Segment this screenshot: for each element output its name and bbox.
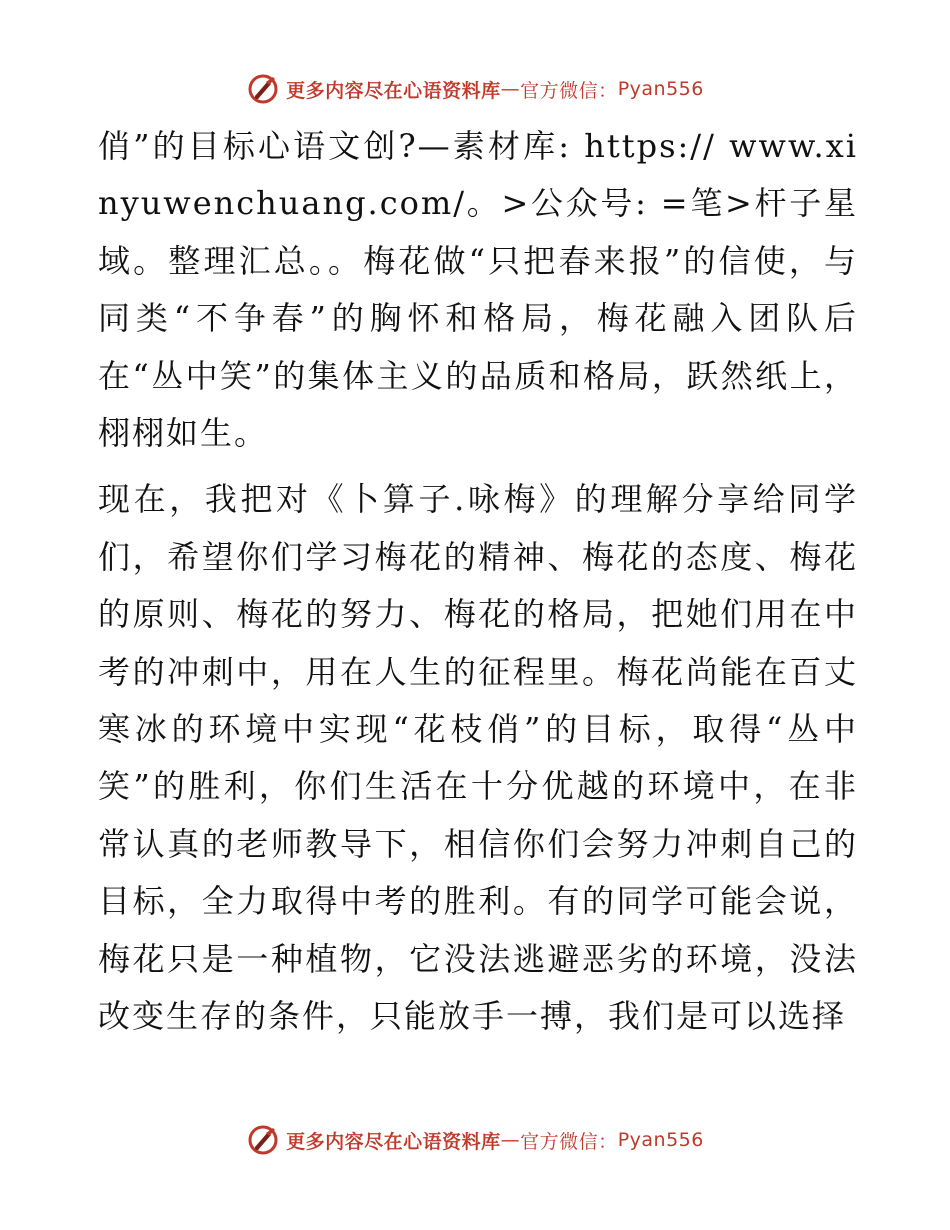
footer-banner [0, 1123, 950, 1157]
brand-logo-icon [246, 72, 280, 106]
footer-wechat-id: Pyan556 [617, 1129, 704, 1151]
header-separator: — [500, 78, 521, 100]
body-paragraph-2: 现在，我把对《卜算子.咏梅》的理解分享给同学们，希望你们学习梅花的精神、梅花的态度、梅花的原则、梅花的努力、梅花的格局，把她们用在中考的冲刺中，用在人生的征程里。梅花尚能在百丈寒冰的环境中实现“花枝俏”的目标，取得“丛中笑”的胜利，你们生活在十分优越的环境中，在非常认真的老师教导下，相信你们会努力冲刺自己的目标，全力取得中考的胜利。有的同学可能会说，梅花只是一种植物，它没法逃避恶劣的环境，没法改变生存的条件，只能放手一搏，我们是可以选择 [98, 480, 858, 1036]
footer-brand-text: 更多内容尽在心语资料库 [286, 1130, 501, 1153]
header-wechat-id: Pyan556 [617, 78, 704, 100]
footer-separator: — [500, 1129, 521, 1151]
header-wechat-label: 官方微信： [520, 79, 618, 102]
brand-logo-icon [246, 1123, 280, 1157]
footer-wechat-label: 官方微信： [520, 1130, 618, 1153]
header-banner [0, 72, 950, 106]
document-body [98, 118, 858, 1046]
header-brand-text: 更多内容尽在心语资料库 [286, 79, 501, 102]
body-paragraph-1: 俏”的目标心语文创?—素材库: https:// www.xinyuwenchuang.com/。>公众号: =笔>杆子星域。整理汇总。。梅花做“只把春来报”的信使，与同类“不争春”的胸怀和格局，梅花融入团队后在“丛中笑”的集体主义的品质和格局，跃然纸上，栩栩如生。 [98, 127, 858, 453]
